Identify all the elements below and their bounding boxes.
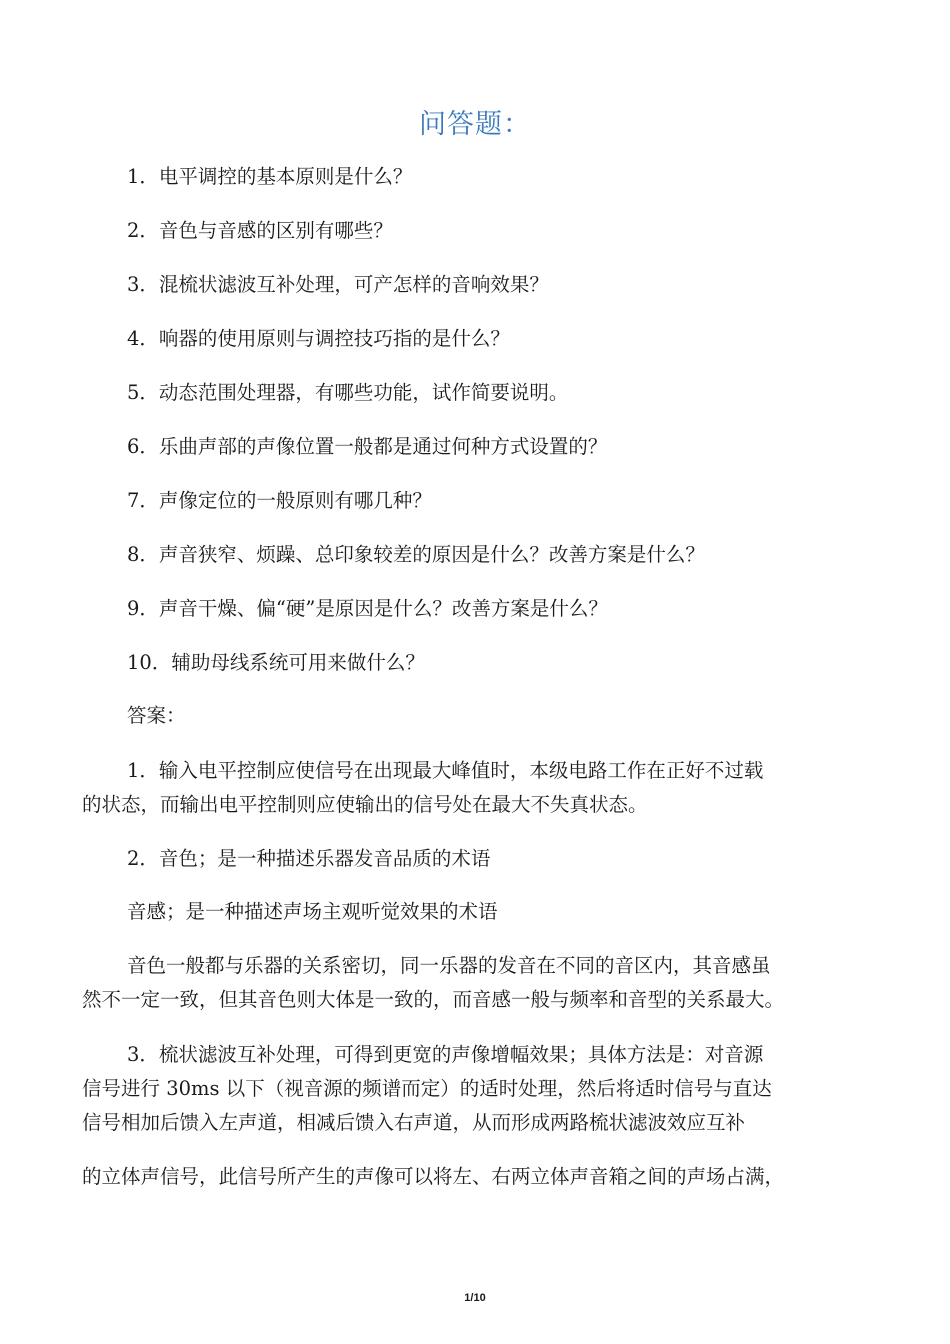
- question-10: 10．辅助母线系统可用来做什么？: [127, 651, 425, 674]
- question-2: 2．音色与音感的区别有哪些？: [127, 219, 393, 242]
- question-4: 4．响器的使用原则与调控技巧指的是什么？: [127, 327, 510, 350]
- answer-3-line-4: 的立体声信号，此信号所产生的声像可以将左、右两立体声音箱之间的声场占满，: [82, 1165, 785, 1188]
- question-8: 8．声音狭窄、烦躁、总印象较差的原因是什么？改善方案是什么？: [127, 543, 705, 566]
- answer-1-line-2: 的状态，而输出电平控制则应使输出的信号处在最大不失真状态。: [82, 793, 648, 816]
- question-9: 9．声音干燥、偏“硬”是原因是什么？改善方案是什么？: [127, 597, 608, 620]
- answer-2-line-1: 2．音色；是一种描述乐器发音品质的术语: [127, 847, 491, 870]
- answer-2-line-3: 音色一般都与乐器的关系密切，同一乐器的发音在不同的音区内，其音感虽: [127, 954, 771, 977]
- question-7: 7．声像定位的一般原则有哪几种？: [127, 489, 432, 512]
- answer-3-line-2: 信号进行 30ms 以下（视音源的频谱而定）的适时处理，然后将适时信号与直达: [82, 1077, 772, 1100]
- question-6: 6．乐曲声部的声像位置一般都是通过何种方式设置的？: [127, 435, 608, 458]
- page-title: 问答题：: [419, 109, 531, 140]
- answers-heading: 答案：: [127, 704, 186, 727]
- answer-3-line-3: 信号相加后馈入左声道，相减后馈入右声道，从而形成两路梳状滤波效应互补: [82, 1111, 746, 1134]
- answer-3-line-1: 3．梳状滤波互补处理，可得到更宽的声像增幅效果；具体方法是：对音源: [127, 1043, 764, 1066]
- answer-2-line-2: 音感；是一种描述声场主观听觉效果的术语: [127, 900, 498, 923]
- question-1: 1．电平调控的基本原则是什么？: [127, 165, 413, 188]
- answer-2-line-4: 然不一定一致，但其音色则大体是一致的，而音感一般与频率和音型的关系最大。: [82, 988, 785, 1011]
- question-5: 5．动态范围处理器，有哪些功能，试作简要说明。: [127, 381, 569, 404]
- answer-1-line-1: 1．输入电平控制应使信号在出现最大峰值时，本级电路工作在正好不过载: [127, 759, 764, 782]
- page-number: 1/10: [464, 1292, 486, 1304]
- question-3: 3．混梳状滤波互补处理，可产怎样的音响效果？: [127, 273, 549, 296]
